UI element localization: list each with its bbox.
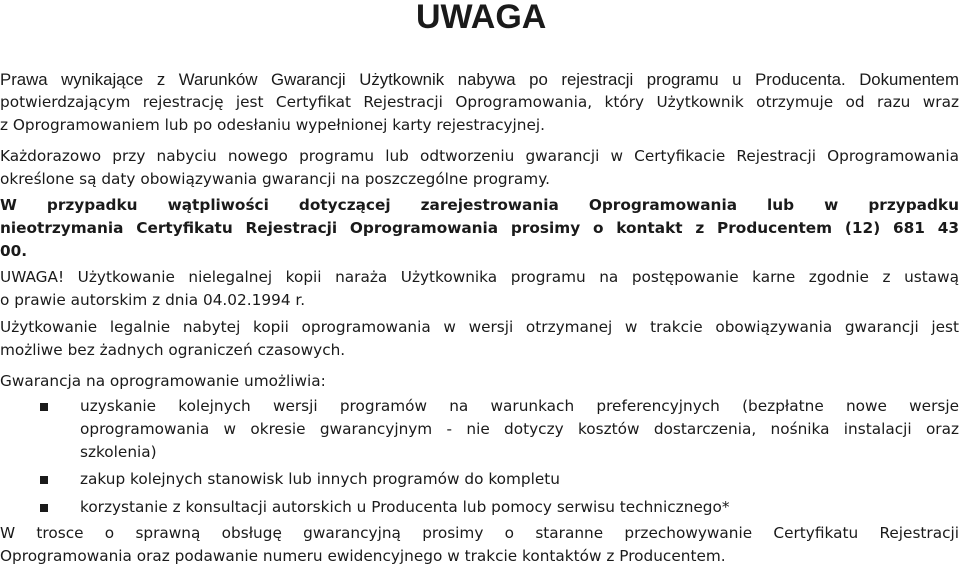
square-bullet-icon: [40, 504, 48, 512]
paragraph-line: W przypadku wątpliwości dotyczącej zarejestrowania Oprogramowania lub w przypadku: [0, 196, 959, 214]
list-item: [0, 395, 959, 464]
paragraph-line: W trosce o sprawną obsługę gwarancyjną prosimy o staranne przechowywanie Certyfikatu Rejestracji: [0, 524, 959, 542]
paragraph-line: Oprogramowania oraz podawanie numeru ewidencyjnego w trakcie kontaktów z Producentem.: [0, 547, 726, 565]
square-bullet-icon: [40, 403, 48, 411]
paragraph-line: nieotrzymania Certyfikatu Rejestracji Oprogramowania prosimy o kontakt z Producentem (12) 681 43: [0, 219, 959, 237]
paragraph-line: Każdorazowo przy nabyciu nowego programu lub odtworzeniu gwarancji w Certyfikacie Rejestracji Oprogramowania: [0, 147, 959, 165]
square-bullet-icon: [40, 476, 48, 484]
paragraph-line: Prawa wynikające z Warunków Gwarancji Użytkownik nabywa po rejestracji programu u Producenta. Dokumentem: [0, 70, 959, 89]
list-item-line: oprogramowania w okresie gwarancyjnym - nie dotyczy kosztów dostarczenia, nośnika instalacji oraz: [80, 420, 959, 438]
list-item: [0, 496, 959, 519]
paragraph-contact-producer: [0, 194, 959, 263]
paragraph-legal-use: [0, 316, 959, 362]
paragraph-line: 00.: [0, 242, 28, 260]
list-item-line: zakup kolejnych stanowisk lub innych programów do kompletu: [80, 470, 560, 488]
list-item-line: uzyskanie kolejnych wersji programów na warunkach preferencyjnych (bezpłatne nowe wersje: [80, 397, 959, 415]
page-title: UWAGA: [416, 0, 547, 36]
paragraph-line: o prawie autorskim z dnia 04.02.1994 r.: [0, 291, 306, 309]
paragraph-warranty-enables: Gwarancja na oprogramowanie umożliwia:: [0, 372, 326, 390]
paragraph-line: Użytkowanie legalnie nabytej kopii oprogramowania w wersji otrzymanej w trakcie obowiązywania gwarancji jest: [0, 318, 959, 336]
list-item: [0, 468, 959, 491]
paragraph-certificate-dates: [0, 145, 959, 191]
paragraph-illegal-copy-warning: [0, 266, 959, 312]
paragraph-registration: [0, 68, 959, 137]
paragraph-line: możliwe bez żadnych ograniczeń czasowych.: [0, 341, 346, 359]
list-item-line: korzystanie z konsultacji autorskich u Producenta lub pomocy serwisu technicznego*: [80, 498, 730, 516]
list-item-line: szkolenia): [80, 443, 157, 461]
paragraph-line: potwierdzającym rejestrację jest Certyfikat Rejestracji Oprogramowania, który Użytkownik otrzymuje od razu wraz: [0, 93, 959, 111]
paragraph-line: określone są daty obowiązywania gwarancji na poszczególne programy.: [0, 170, 550, 188]
paragraph-line: z Oprogramowaniem lub po odesłaniu wypełnionej karty rejestracyjnej.: [0, 116, 546, 134]
paragraph-keep-certificate: [0, 522, 959, 568]
paragraph-line: UWAGA! Użytkowanie nielegalnej kopii naraża Użytkownika programu na postępowanie karne zgodnie z ustawą: [0, 268, 959, 286]
